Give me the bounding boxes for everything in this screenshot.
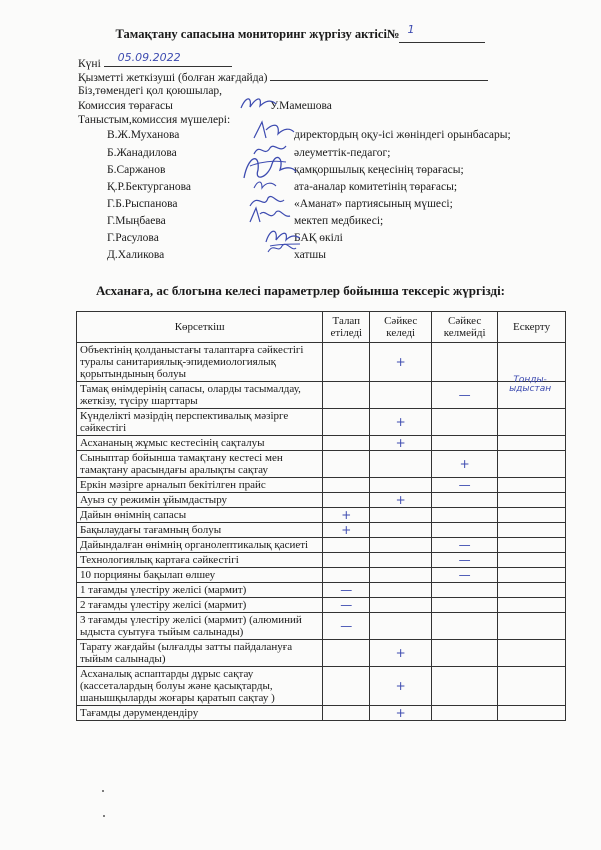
signature-image — [264, 238, 298, 258]
compliant-cell: + — [370, 343, 432, 382]
table-row — [77, 343, 566, 382]
member-role: мектеп медбикесі; — [294, 215, 384, 227]
indicator-cell: Еркін мәзірге арналып бекітілген прайс — [77, 478, 323, 493]
intro-text: Біз,төмендегі қол қоюшылар, — [78, 85, 223, 97]
date-row — [78, 51, 232, 70]
date-label: Күні — [78, 58, 101, 70]
required-cell — [323, 382, 370, 409]
noncompliant-cell: — — [432, 382, 498, 409]
required-cell: + — [323, 508, 370, 523]
compliant-cell — [370, 508, 432, 523]
member-name: Г.Расулова — [107, 232, 159, 244]
indicator-cell: Бақылаудағы тағамның болуы — [77, 523, 323, 538]
table-row — [77, 493, 566, 508]
noncompliant-cell — [432, 343, 498, 382]
table-row — [77, 667, 566, 706]
indicator-cell: Тарату жағдайы (ылғалды затты пайдалануға тыйым салынады) — [77, 640, 323, 667]
note-cell — [498, 436, 566, 451]
chair-signature-image — [238, 92, 278, 114]
speck — [103, 815, 105, 817]
document-title — [0, 23, 601, 43]
noncompliant-cell: — — [432, 478, 498, 493]
compliant-cell — [370, 568, 432, 583]
col-header-noncompliant: Сәйкес келмейді — [432, 312, 498, 343]
indicator-cell: 1 тағамды үлестіру желісі (мармит) — [77, 583, 323, 598]
noncompliant-cell — [432, 640, 498, 667]
indicator-cell: Сыныптар бойынша тамақтану кестесі мен тамақтану арасындағы аралықты сақтау — [77, 451, 323, 478]
noncompliant-cell — [432, 706, 498, 721]
table-row — [77, 553, 566, 568]
compliant-cell — [370, 583, 432, 598]
compliant-cell: + — [370, 706, 432, 721]
noncompliant-cell — [432, 613, 498, 640]
section-title: Асханаға, ас блогына келесі параметрлер бойынша тексеріс жүргізді: — [95, 283, 506, 298]
table-row — [77, 382, 566, 409]
required-cell: — — [323, 583, 370, 598]
compliant-cell — [370, 538, 432, 553]
required-cell — [323, 493, 370, 508]
noncompliant-cell — [432, 493, 498, 508]
member-role: хатшы — [294, 249, 327, 261]
member-role: әлеуметтік-педагог; — [294, 147, 391, 159]
required-cell: + — [323, 523, 370, 538]
indicator-cell: 10 порцияны бақылап өлшеу — [77, 568, 323, 583]
member-name: Б.Жанадилова — [107, 147, 177, 159]
member-name: Д.Халикова — [107, 249, 165, 261]
member-name: Г.Мыңбаева — [107, 215, 166, 227]
note-cell — [498, 375, 566, 409]
date-field — [104, 51, 232, 67]
supplier-row — [78, 69, 488, 84]
noncompliant-cell — [432, 523, 498, 538]
act-number: 1 — [407, 23, 415, 36]
title-text: Тамақтану сапасына мониторинг жүргізу актісі№ — [115, 27, 400, 41]
compliant-cell: + — [370, 640, 432, 667]
note-cell — [498, 667, 566, 706]
note-cell — [498, 478, 566, 493]
note-cell — [498, 598, 566, 613]
compliant-cell — [370, 613, 432, 640]
required-cell — [323, 553, 370, 568]
indicator-cell: Дайын өнімнің сапасы — [77, 508, 323, 523]
compliant-cell — [370, 451, 432, 478]
table-row — [77, 538, 566, 553]
member-role: директордың оқу-ісі жөніндегі орынбасары; — [294, 129, 511, 141]
noncompliant-cell — [432, 409, 498, 436]
noncompliant-cell: — — [432, 553, 498, 568]
required-cell — [323, 538, 370, 553]
member-role: «Аманат» партиясының мүшесі; — [294, 198, 453, 210]
speck — [102, 790, 104, 792]
table-row — [77, 523, 566, 538]
note-cell — [498, 538, 566, 553]
indicator-cell: Технологиялық картаға сәйкестігі — [77, 553, 323, 568]
noncompliant-cell — [432, 667, 498, 706]
compliant-cell: + — [370, 493, 432, 508]
date-value: 05.09.2022 — [117, 51, 181, 64]
noncompliant-cell — [432, 508, 498, 523]
compliant-cell — [370, 553, 432, 568]
col-header-required: Талап етіледі — [323, 312, 370, 343]
member-name: В.Ж.Муханова — [107, 129, 180, 141]
table-row — [77, 478, 566, 493]
required-cell — [323, 451, 370, 478]
note-cell — [498, 553, 566, 568]
indicator-cell: 2 тағамды үлестіру желісі (мармит) — [77, 598, 323, 613]
noncompliant-cell: — — [432, 568, 498, 583]
required-cell — [323, 343, 370, 382]
note-cell — [498, 451, 566, 478]
compliant-cell: + — [370, 667, 432, 706]
table-row — [77, 568, 566, 583]
col-header-compliant: Сәйкес келеді — [370, 312, 432, 343]
table-row — [77, 436, 566, 451]
compliant-cell: + — [370, 409, 432, 436]
table-row — [77, 583, 566, 598]
required-cell — [323, 640, 370, 667]
compliant-cell — [370, 382, 432, 409]
note-cell — [498, 568, 566, 583]
supplier-field — [270, 69, 488, 81]
required-cell — [323, 568, 370, 583]
chair-label: Комиссия төрағасы — [78, 100, 173, 112]
act-number-field — [399, 23, 485, 43]
indicator-cell: Күнделікті мәзірдің перспективалық мәзірге сәйкестігі — [77, 409, 323, 436]
note-cell — [498, 493, 566, 508]
member-role: қамқоршылық кеңесінің төрағасы; — [294, 164, 464, 176]
required-cell — [323, 436, 370, 451]
table-row — [77, 508, 566, 523]
chair-name: У.Мамешова — [270, 100, 332, 112]
table-row — [77, 706, 566, 721]
member-role: БАҚ өкілі — [294, 232, 343, 244]
note-cell — [498, 583, 566, 598]
member-role: ата-аналар комитетінің төрағасы; — [294, 181, 458, 193]
indicator-cell: Объектінің қолданыстағы талаптарға сәйкестігі туралы санитариялық-эпидемиологиялық қорытындының болуы — [77, 343, 323, 382]
indicator-cell: Дайындалған өнімнің органолептикалық қасиеті — [77, 538, 323, 553]
compliant-cell — [370, 478, 432, 493]
indicator-cell: Ауыз су режимін ұйымдастыру — [77, 493, 323, 508]
member-name: Қ.Р.Бектурганова — [107, 181, 192, 193]
note-cell — [498, 508, 566, 523]
col-header-indicator: Көрсеткіш — [77, 312, 323, 343]
required-cell: — — [323, 613, 370, 640]
note-cell — [498, 613, 566, 640]
noncompliant-cell — [432, 598, 498, 613]
table-row — [77, 598, 566, 613]
indicator-cell: Асхананың жұмыс кестесінің сақталуы — [77, 436, 323, 451]
inspection-table — [76, 311, 566, 721]
required-cell: — — [323, 598, 370, 613]
member-name: Г.Б.Рыспанова — [107, 198, 178, 210]
table-row — [77, 451, 566, 478]
indicator-cell: Тағамды дәрумендендіру — [77, 706, 323, 721]
compliant-cell — [370, 523, 432, 538]
required-cell — [323, 478, 370, 493]
table-row — [77, 409, 566, 436]
noncompliant-cell: + — [432, 451, 498, 478]
required-cell — [323, 409, 370, 436]
indicator-cell: Тамақ өнімдерінің сапасы, оларды тасымалдау, жеткізу, түсіру шарттары — [77, 382, 323, 409]
note-cell — [498, 706, 566, 721]
indicator-cell: 3 тағамды үлестіру желісі (мармит) (алюминий ыдыста суытуға тыйым салынады) — [77, 613, 323, 640]
noncompliant-cell — [432, 583, 498, 598]
indicator-cell: Асханалық аспаптарды дұрыс сақтау (кассеталардың болуы және қасықтарды, шанышқыларды жоғары қаратып сақтау ) — [77, 667, 323, 706]
table-row — [77, 613, 566, 640]
compliant-cell: + — [370, 436, 432, 451]
note-cell — [498, 523, 566, 538]
member-name: Б.Саржанов — [107, 164, 166, 176]
noncompliant-cell: — — [432, 538, 498, 553]
required-cell — [323, 706, 370, 721]
required-cell — [323, 667, 370, 706]
table-header-row — [77, 312, 566, 343]
compliant-cell — [370, 598, 432, 613]
note-cell — [498, 640, 566, 667]
note-cell — [498, 409, 566, 436]
members-label: Таныстым,комиссия мүшелері: — [78, 114, 231, 126]
supplier-label: Қызметті жеткізуші (болған жағдайда) — [78, 72, 268, 84]
col-header-note: Ескерту — [498, 312, 566, 343]
noncompliant-cell — [432, 436, 498, 451]
table-row — [77, 640, 566, 667]
handwritten-note: Тонды- ыдыстан — [509, 375, 552, 394]
